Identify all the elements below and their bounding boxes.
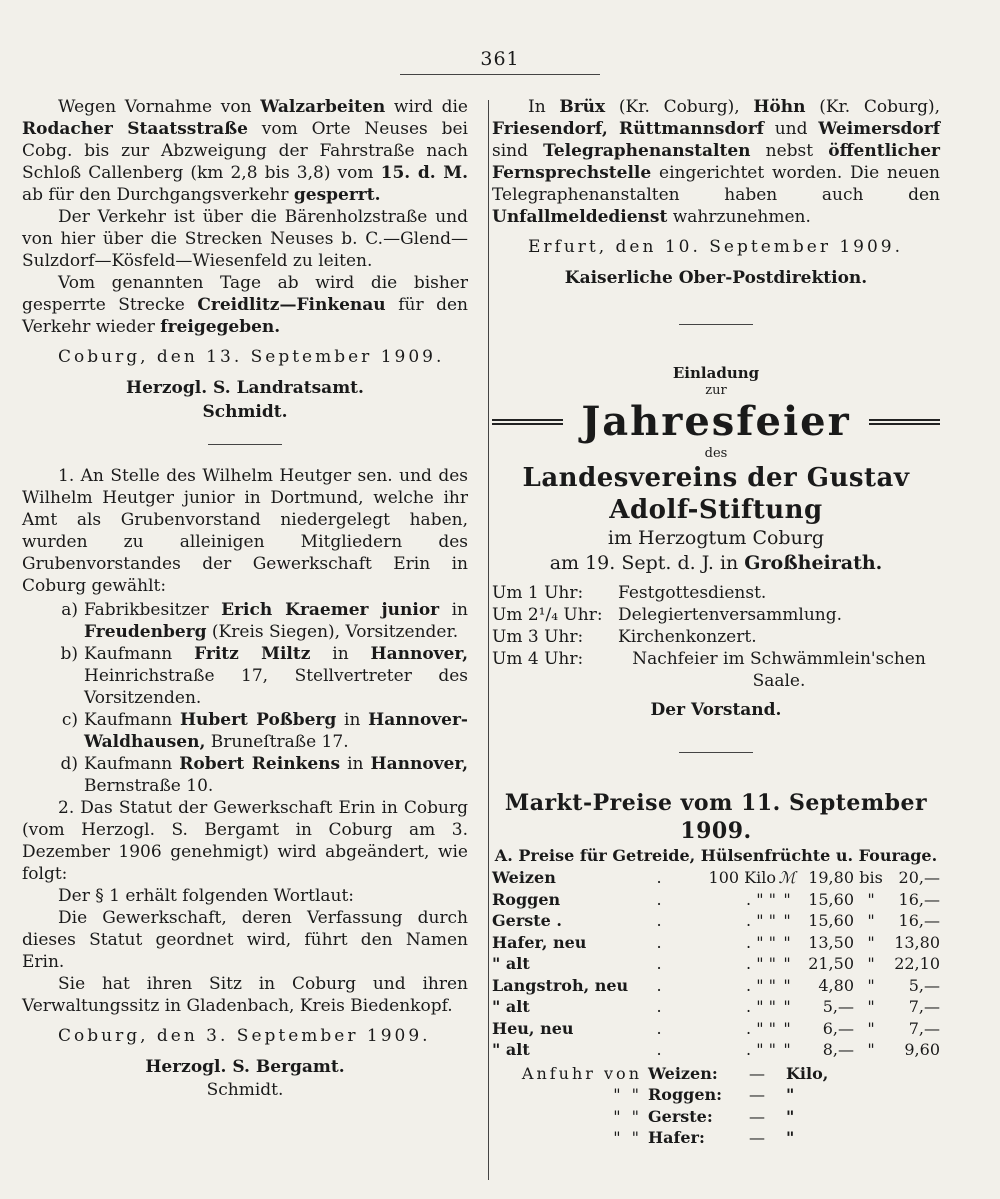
- price-to: 7,—: [908, 997, 940, 1017]
- leader-dot: .: [656, 911, 662, 931]
- leader-dot: .: [656, 1040, 662, 1060]
- price-to: 16,—: [898, 889, 940, 909]
- unit: 100 Kilo: [708, 868, 776, 888]
- text-run: Heinrichstraße 17, Stellvertreter des Vorsitzenden.: [84, 666, 468, 708]
- price-row: [492, 932, 940, 954]
- supply-table: [492, 1063, 940, 1149]
- signer: Schmidt.: [202, 402, 288, 422]
- invitation-title: Jahresfeier: [581, 398, 851, 445]
- price-from: 15,60: [808, 889, 854, 909]
- leader-dot: .: [656, 975, 662, 995]
- price-to: 20,—: [898, 868, 940, 888]
- price-range-word: bis: [859, 868, 883, 888]
- price-row: [492, 867, 940, 889]
- commodity-name: Heu, neu: [492, 1018, 574, 1038]
- text-run: Kaufmann: [84, 644, 195, 664]
- text-run: in: [336, 710, 369, 730]
- commodity-name: Gerste .: [492, 911, 562, 931]
- text-run: Kaufmann: [84, 710, 180, 730]
- invitation-zur: zur: [705, 383, 727, 398]
- price-range-word: ": [867, 997, 875, 1017]
- unit: . " ": [746, 954, 776, 974]
- list-label: c): [61, 710, 78, 730]
- price-from: 4,80: [818, 975, 854, 995]
- place-name: Weimersdorf: [818, 119, 941, 139]
- mining-para-2: 2. Das Statut der Gewerkschaft Erin in Coburg (vom Herzogl. S. Bergamt in Coburg am 3. Dezember 1906 genehmigt) wird abgeändert, wie folgt:: [22, 798, 468, 884]
- price-to: 22,10: [894, 954, 940, 974]
- price-range-word: ": [867, 954, 875, 974]
- unit: . " ": [746, 997, 776, 1017]
- supply-unit: ": [786, 1128, 795, 1148]
- list-label: a): [61, 600, 78, 620]
- price-from: 21,50: [808, 954, 854, 974]
- telegraph-text: [492, 96, 940, 228]
- supply-grain: Weizen:: [648, 1063, 718, 1083]
- commodity-name: " alt: [492, 997, 530, 1017]
- section-rule: [679, 324, 753, 325]
- supply-row: [492, 1084, 940, 1106]
- invitation-date: [492, 550, 940, 576]
- right-column: [492, 96, 940, 1149]
- currency: ": [783, 911, 791, 931]
- text-run: Vom genannten Tage ab wird die bisher gesperrte Strecke: [22, 273, 468, 315]
- supply-grain: Gerste:: [648, 1106, 713, 1126]
- place-date: Erfurt, den 10. September 1909.: [528, 237, 904, 257]
- program-event: Nachfeier im Schwämmlein'schen Saale.: [632, 649, 926, 691]
- signer: Schmidt.: [206, 1080, 284, 1100]
- price-row: [492, 1018, 940, 1040]
- text-run: Bruneſtraße 17.: [205, 732, 349, 752]
- emphasis: Unfallmeldedienst: [492, 207, 668, 227]
- price-from: 8,—: [822, 1040, 854, 1060]
- text-run: (Kreis Siegen), Vorsitzender.: [206, 622, 459, 642]
- commodity-name: " alt: [492, 954, 530, 974]
- leader-dot: .: [656, 954, 662, 974]
- text-run: Wegen Vornahme von: [58, 97, 261, 117]
- mining-para-5: Sie hat ihren Sitz in Coburg und ihren Verwaltungssitz in Gladenbach, Kreis Biedenkopf.: [22, 974, 468, 1016]
- page-number: 361: [480, 48, 520, 70]
- member-city: Hannover-Waldhausen,: [84, 710, 468, 752]
- price-from: 15,60: [808, 911, 854, 931]
- notice-telegraph: [492, 96, 940, 290]
- supply-amount: —: [749, 1128, 765, 1148]
- currency: ": [783, 889, 791, 909]
- ornament-rule: [492, 419, 563, 425]
- section-rule: [208, 444, 282, 445]
- price-row: [492, 975, 940, 997]
- invitation-title-row: [492, 399, 940, 445]
- price-to: 7,—: [908, 1018, 940, 1038]
- currency: ": [783, 1040, 791, 1060]
- supply-unit: ": [786, 1106, 795, 1126]
- program-row: [492, 648, 940, 692]
- unit: . " ": [746, 889, 776, 909]
- price-table: [492, 867, 940, 1061]
- emphasis-reopened: freigegeben.: [160, 317, 281, 337]
- unit: . " ": [746, 1040, 776, 1060]
- supply-amount: —: [749, 1106, 765, 1126]
- ornament-rule: [869, 419, 940, 425]
- currency: ": [783, 932, 791, 952]
- member-name: Hubert Poßberg: [179, 710, 337, 730]
- invitation-signed: Der Vorstand.: [650, 700, 782, 720]
- notice-reopen-text: [22, 272, 468, 338]
- leader-dot: .: [656, 889, 662, 909]
- member-name: Fritz Miltz: [194, 644, 311, 664]
- emphasis-route: Creidlitz—Finkenau: [197, 295, 386, 315]
- left-column: [22, 96, 468, 1101]
- text-run: in: [340, 754, 371, 774]
- supply-amount: —: [749, 1063, 765, 1083]
- supply-label: " ": [613, 1085, 642, 1105]
- price-row: [492, 953, 940, 975]
- supply-label: Anfuhr von: [521, 1063, 642, 1083]
- text-run: Bernstraße 10.: [84, 776, 214, 796]
- unit: . " ": [746, 975, 776, 995]
- currency: ": [783, 975, 791, 995]
- text-run: Fabrikbesitzer: [84, 600, 222, 620]
- authority: Herzogl. S. Bergamt.: [145, 1057, 345, 1077]
- supply-row: [492, 1127, 940, 1149]
- section-rule: [679, 752, 753, 753]
- program-event: Festgottesdienst.: [618, 583, 767, 603]
- supply-row: [492, 1106, 940, 1128]
- member-city: Hannover,: [370, 754, 468, 774]
- invitation-organization: Landesvereins der Gustav Adolf-Stiftung: [522, 463, 910, 525]
- price-row: [492, 889, 940, 911]
- invitation-region: im Herzogtum Coburg: [607, 527, 825, 549]
- list-text: [84, 753, 468, 797]
- member-name: Erich Kraemer junior: [221, 600, 440, 620]
- program-row: [492, 604, 940, 626]
- member-name: Robert Reinkens: [179, 754, 341, 774]
- emphasis-works: Walzarbeiten: [260, 97, 386, 117]
- price-range-word: ": [867, 975, 875, 995]
- list-label: d): [60, 754, 78, 774]
- list-item: [22, 709, 468, 753]
- list-text: [84, 599, 468, 643]
- text-run: in: [439, 600, 468, 620]
- price-from: 5,—: [822, 997, 854, 1017]
- list-text: [84, 643, 468, 709]
- program-time: Um 2¹/₄ Uhr:: [492, 605, 603, 625]
- currency: ℳ: [778, 868, 796, 888]
- price-row: [492, 1039, 940, 1061]
- price-from: 6,—: [822, 1018, 854, 1038]
- invitation-des: des: [704, 446, 728, 461]
- notice-detour-text: Der Verkehr ist über die Bärenholzstraße und von hier über die Strecken Neuses b. C.—Glend—Sulzdorf—Kösfeld—Wiesenfeld zu leiten.: [22, 207, 468, 271]
- notice-road-closure-text: [22, 96, 468, 206]
- unit: . " ": [746, 932, 776, 952]
- mining-para-1: 1. An Stelle des Wilhelm Heutger sen. und des Wilhelm Heutger junior in Dortmund, welche ihr Amt als Grubenvorstand niedergelegt haben, wurden zu alleinigen Mitgliedern des Grubenvorstandes der Gewerkschaft Erin in Coburg gewählt:: [22, 466, 468, 596]
- text-run: In: [528, 97, 560, 117]
- price-row: [492, 910, 940, 932]
- emphasis: Telegraphenanstalten: [543, 141, 751, 161]
- price-from: 13,50: [808, 932, 854, 952]
- market-prices: [492, 789, 940, 1149]
- place-name: Friesendorf, Rüttmannsdorf: [492, 119, 764, 139]
- price-range-word: ": [867, 889, 875, 909]
- invitation: [492, 365, 940, 722]
- commodity-name: Roggen: [492, 889, 561, 909]
- leader-dot: .: [656, 932, 662, 952]
- leader-dot: .: [656, 868, 662, 888]
- text-run: und: [764, 119, 819, 139]
- supply-grain: Roggen:: [648, 1085, 723, 1105]
- authority: Herzogl. S. Landratsamt.: [126, 378, 364, 398]
- price-range-word: ": [867, 1018, 875, 1038]
- text-run: wird die: [385, 97, 468, 117]
- market-title: Markt-Preise vom 11. September 1909.: [504, 790, 928, 844]
- leader-dot: .: [656, 1018, 662, 1038]
- program-time: Um 1 Uhr:: [492, 583, 584, 603]
- text-run: in: [310, 644, 371, 664]
- emphasis-closed: gesperrt.: [293, 185, 381, 205]
- list-item: [22, 643, 468, 709]
- notice-road-closure: [22, 96, 468, 424]
- list-item: [22, 753, 468, 797]
- commodity-name: Hafer, neu: [492, 932, 587, 952]
- list-label: b): [60, 644, 78, 664]
- member-city: Hannover,: [370, 644, 468, 664]
- program-row: [492, 626, 940, 648]
- leader-dot: .: [656, 997, 662, 1017]
- program-time: Um 3 Uhr:: [492, 627, 584, 647]
- commodity-name: Weizen: [492, 868, 556, 888]
- price-to: 13,80: [894, 932, 940, 952]
- header-rule: [400, 74, 600, 75]
- board-members-list: [22, 599, 468, 797]
- list-item: [22, 599, 468, 643]
- emphasis: öffentlicher Fernsprechstelle: [492, 141, 940, 183]
- text-run: (Kr. Coburg),: [805, 97, 940, 117]
- market-subtitle: A. Preise für Getreide, Hülsenfrüchte u. Fourage.: [494, 846, 938, 865]
- price-to: 16,—: [898, 911, 940, 931]
- column-divider: [488, 100, 489, 1180]
- currency: ": [783, 1018, 791, 1038]
- invitation-heading: Einladung: [672, 364, 760, 382]
- price-row: [492, 996, 940, 1018]
- currency: ": [783, 997, 791, 1017]
- commodity-name: " alt: [492, 1040, 530, 1060]
- text-run: nebst: [750, 141, 829, 161]
- list-text: [84, 709, 468, 753]
- member-city: Freudenberg: [84, 622, 207, 642]
- supply-label: " ": [613, 1106, 642, 1126]
- invitation-place: Großheirath.: [744, 552, 883, 574]
- price-to: 9,60: [904, 1040, 940, 1060]
- text-run: wahrzunehmen.: [667, 207, 811, 227]
- price-range-word: ": [867, 1040, 875, 1060]
- supply-grain: Hafer:: [648, 1128, 705, 1148]
- unit: . " ": [746, 1018, 776, 1038]
- place-name: Höhn: [753, 97, 806, 117]
- price-to: 5,—: [908, 975, 940, 995]
- place-name: Brüx: [559, 97, 606, 117]
- commodity-name: Langstroh, neu: [492, 975, 629, 995]
- text-run: für den Verkehr wieder: [22, 295, 468, 337]
- currency: ": [783, 954, 791, 974]
- text-run: (Kr. Coburg),: [605, 97, 754, 117]
- supply-label: " ": [613, 1128, 642, 1148]
- text-run: sind: [492, 141, 544, 161]
- mining-para-3: Der § 1 erhält folgenden Wortlaut:: [58, 886, 355, 906]
- text-run: vom Orte Neuses bei Cobg. bis zur Abzweigung der Fahrstraße nach Schloß Callenberg (km 2,8 bis 3,8) vom: [22, 119, 468, 183]
- text-run: eingerichtet worden. Die neuen Telegraphenanstalten haben auch den: [492, 163, 940, 205]
- mining-para-4: Die Gewerkschaft, deren Verfassung durch dieses Statut geordnet wird, führt den Namen Erin.: [22, 908, 468, 972]
- program-event: Kirchenkonzert.: [618, 627, 757, 647]
- program-time: Um 4 Uhr:: [492, 649, 584, 669]
- program-event: Delegiertenversammlung.: [618, 605, 843, 625]
- supply-amount: —: [749, 1085, 765, 1105]
- text-run: am 19. Sept. d. J. in: [549, 552, 745, 574]
- supply-unit: Kilo,: [786, 1063, 829, 1083]
- text-run: ab für den Durchgangsverkehr: [22, 185, 294, 205]
- text-run: Kaufmann: [84, 754, 180, 774]
- program-row: [492, 582, 940, 604]
- place-date: Coburg, den 13. September 1909.: [58, 347, 445, 367]
- unit: . " ": [746, 911, 776, 931]
- place-date: Coburg, den 3. September 1909.: [58, 1026, 431, 1046]
- authority: Kaiserliche Ober-Postdirektion.: [564, 268, 868, 288]
- price-range-word: ": [867, 932, 875, 952]
- price-from: 19,80: [808, 868, 854, 888]
- supply-row: [492, 1063, 940, 1085]
- price-range-word: ": [867, 911, 875, 931]
- notice-mining-company: [22, 465, 468, 1101]
- emphasis-road: Rodacher Staatsstraße: [22, 119, 248, 139]
- supply-unit: ": [786, 1085, 795, 1105]
- program-list: [492, 582, 940, 692]
- emphasis-date: 15. d. M.: [380, 163, 468, 183]
